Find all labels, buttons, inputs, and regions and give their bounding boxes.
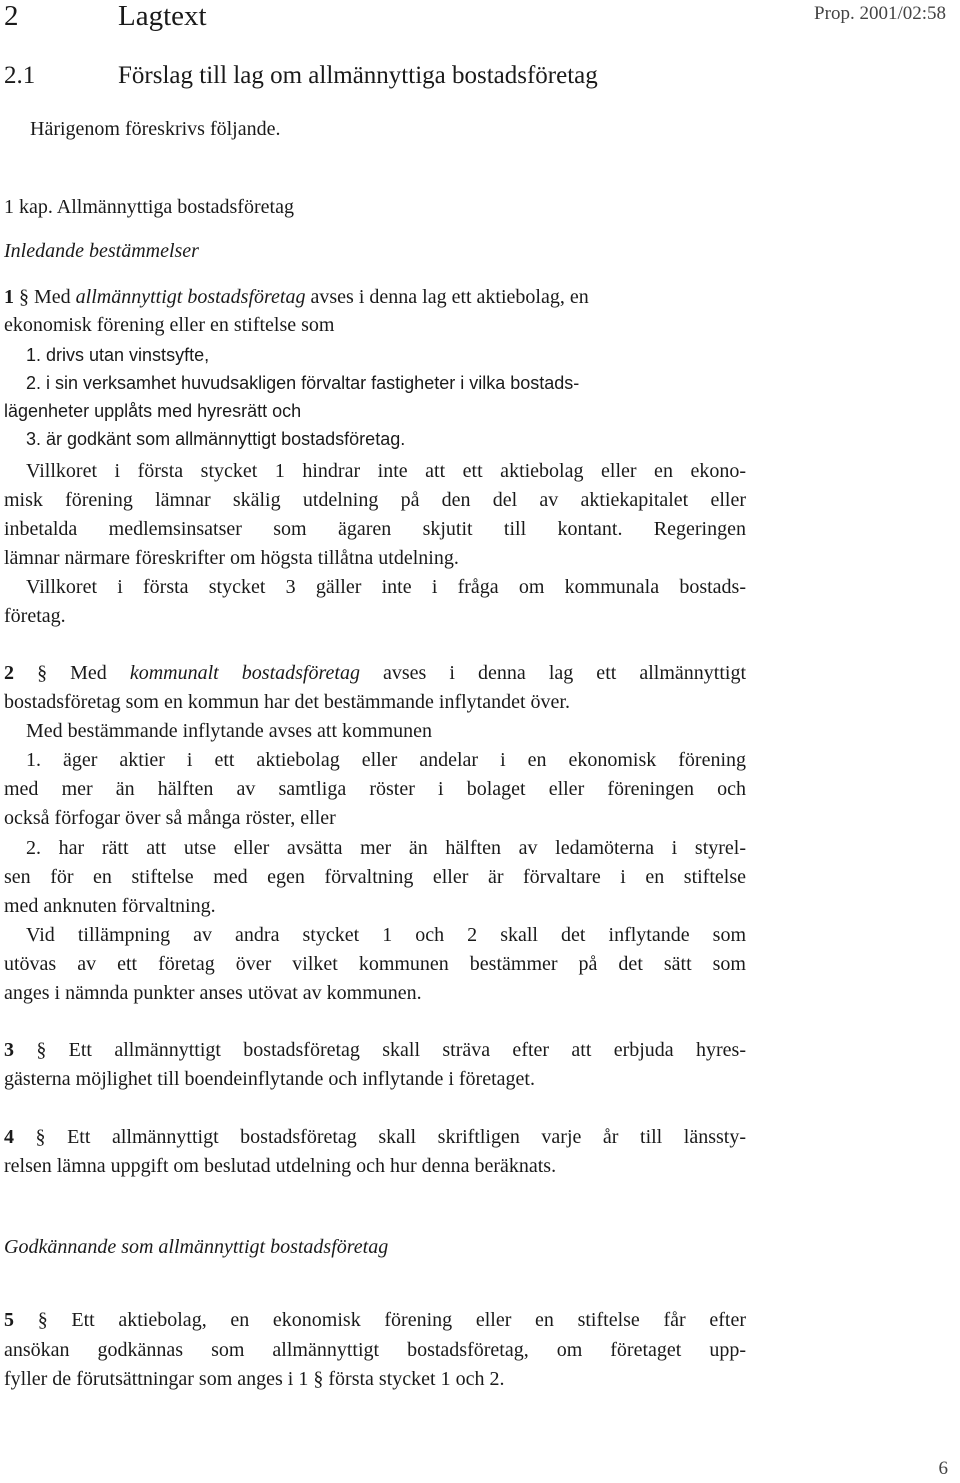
paragraph-2-line-3: Med bestämmande inflytande avses att kommunen	[26, 720, 433, 742]
paragraph-3-line-2: gästerna möjlighet till boendeinflytande och inflytande i företaget.	[4, 1068, 535, 1090]
paragraph-1-item-2-cont: lägenheter upplåts med hyresrätt och	[4, 401, 302, 421]
paragraph-1-para2-line: Villkoret i första stycket 1 hindrar inte att ett aktiebolag eller en ekono-	[26, 460, 746, 482]
paragraph-1-item-3: 3. är godkänt som allmännyttigt bostadsföretag.	[26, 429, 406, 449]
paragraph-1-line-1: 1 § Med allmännyttigt bostadsföretag avses i denna lag ett aktiebolag, en	[4, 286, 589, 308]
paragraph-5-line-2: ansökan godkännas som allmännyttigt bostadsföretag, om företaget upp-	[4, 1339, 746, 1361]
paragraph-2-item-1-line: också förfogar över så många röster, eller	[4, 807, 336, 829]
chapter-title: Lagtext	[118, 0, 207, 32]
chapter-1-title: 1 kap. Allmännyttiga bostadsföretag	[4, 196, 294, 218]
prop-reference: Prop. 2001/02:58	[814, 3, 946, 24]
paragraph-5-line-3: fyller de förutsättningar som anges i 1 § första stycket 1 och 2.	[4, 1368, 505, 1390]
paragraph-2-para3-line: Vid tillämpning av andra stycket 1 och 2 skall det inflytande som	[26, 924, 746, 946]
approval-heading: Godkännande som allmännyttigt bostadsföretag	[4, 1236, 389, 1258]
paragraph-2-para3-line: anges i nämnda punkter anses utövat av kommunen.	[4, 982, 422, 1004]
paragraph-3-line-1: 3 § Ett allmännyttigt bostadsföretag skall sträva efter att erbjuda hyres-	[4, 1039, 746, 1061]
paragraph-2-para3-line: utövas av ett företag över vilket kommunen bestämmer på det sätt som	[4, 953, 746, 975]
paragraph-1-line-2: ekonomisk förening eller en stiftelse som	[4, 314, 335, 336]
paragraph-1-para3-line: företag.	[4, 605, 66, 627]
paragraph-4-line-1: 4 § Ett allmännyttigt bostadsföretag skall skriftligen varje år till länssty-	[4, 1126, 746, 1148]
paragraph-1-para2-line: lämnar närmare föreskrifter om högsta tillåtna utdelning.	[4, 547, 459, 569]
paragraph-2-item-1-line: 1. äger aktier i ett aktiebolag eller andelar i en ekonomisk förening	[26, 749, 746, 771]
paragraph-2-item-2-line: med anknuten förvaltning.	[4, 895, 216, 917]
intro-text: Härigenom föreskrivs följande.	[30, 118, 281, 140]
paragraph-1-para2-line: misk förening lämnar skälig utdelning på den del av aktiekapitalet eller	[4, 489, 746, 511]
paragraph-2-line-1: 2 § Med kommunalt bostadsföretag avses i denna lag ett allmännyttigt	[4, 662, 747, 684]
paragraph-1-para3-line: Villkoret i första stycket 3 gäller inte i fråga om kommunala bostads-	[26, 576, 746, 598]
section-title: Förslag till lag om allmännyttiga bostadsföretag	[118, 62, 598, 89]
paragraph-1-para2-line: inbetalda medlemsinsatser som ägaren skjutit till kontant. Regeringen	[4, 518, 746, 540]
paragraph-4-line-2: relsen lämna uppgift om beslutad utdelning och hur denna beräknats.	[4, 1155, 557, 1177]
paragraph-1-item-1: 1. drivs utan vinstsyfte,	[26, 345, 210, 365]
paragraph-2-line-2: bostadsföretag som en kommun har det bestämmande inflytandet över.	[4, 691, 570, 713]
paragraph-2-item-2-line: 2. har rätt att utse eller avsätta mer än hälften av ledamöterna i styrel-	[26, 837, 746, 859]
section-number: 2.1	[4, 62, 36, 89]
chapter-number: 2	[4, 0, 19, 32]
chapter-1-subheading: Inledande bestämmelser	[4, 240, 199, 262]
page-number: 6	[938, 1458, 948, 1479]
paragraph-2-item-1-line: med mer än hälften av samtliga röster i bolaget eller föreningen och	[4, 778, 746, 800]
paragraph-1-item-2: 2. i sin verksamhet huvudsakligen förvaltar fastigheter i vilka bostads-	[26, 373, 580, 393]
paragraph-5-line-1: 5 § Ett aktiebolag, en ekonomisk förening eller en stiftelse får efter	[4, 1309, 746, 1331]
paragraph-2-item-2-line: sen för en stiftelse med egen förvaltning eller är förvaltare i en stiftelse	[4, 866, 746, 888]
